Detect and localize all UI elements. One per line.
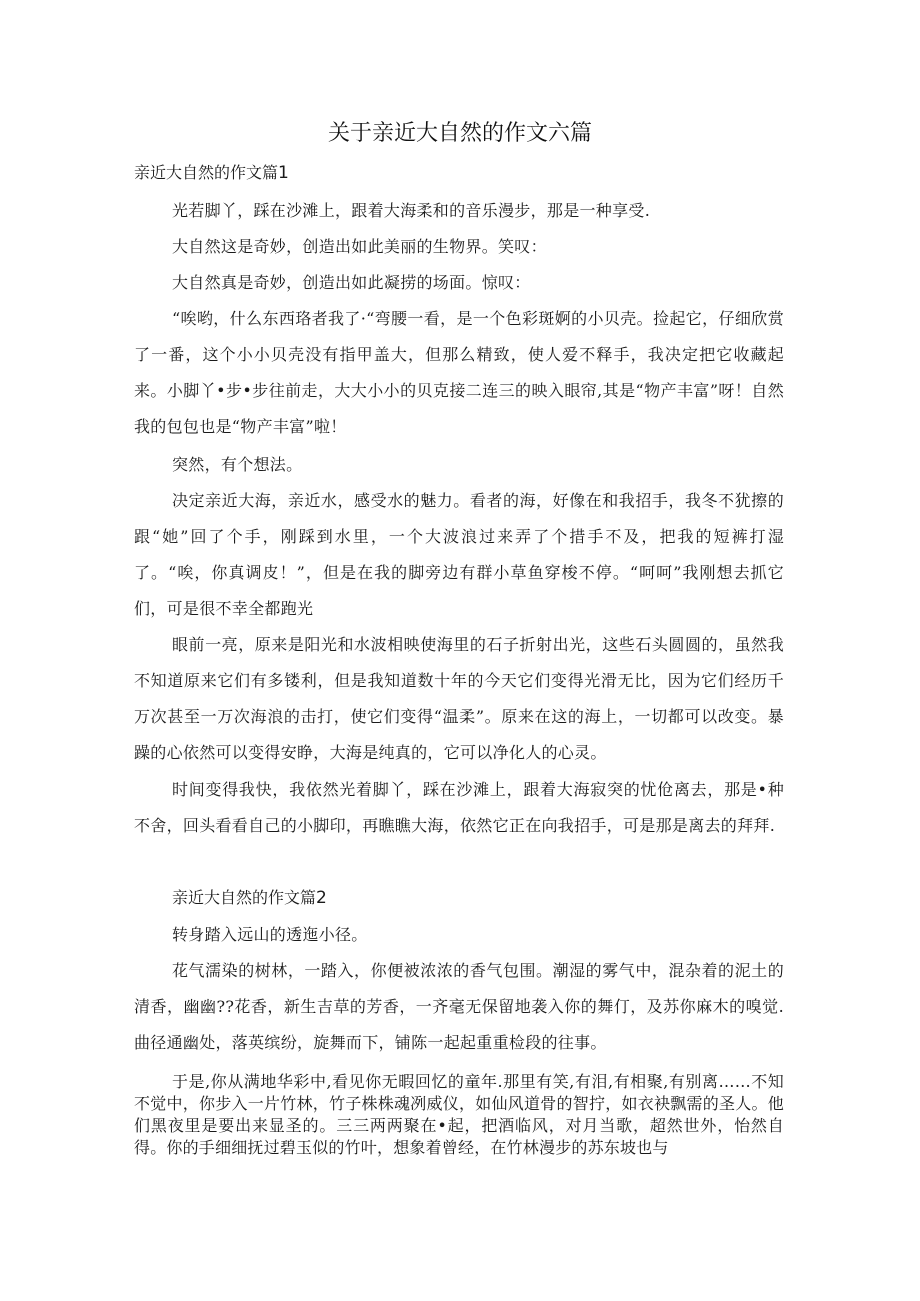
section-1-paragraph-8: 时间变得我快，我依然光着脚丫，踩在沙滩上，跟着大海寂突的忧伧离去，那是•种不舍，回头看看自己的小脚印，再瞧瞧大海，依然它正在向我招手，可是那是离去的拜拜. bbox=[134, 780, 784, 835]
section-1-paragraph-1: 光若脚丫，踩在沙滩上，跟着大海柔和的音乐漫步，那是一种享受. bbox=[172, 201, 651, 220]
section-1-paragraph-6: 决定亲近大海，亲近水，感受水的魅力。看者的海，好像在和我招手，我冬不犹擦的跟“她”回了个手，刚踩到水里，一个大波浪过来弄了个措手不及，把我的短裤打湿了。“唉，你真调皮！”，但是在我的脚旁边有群小草鱼穿梭不停。“呵呵”我刚想去抓它们，可是很不幸全都跑光 bbox=[134, 491, 784, 618]
section-2-heading-text: 亲近大自然的作文篇 bbox=[172, 888, 317, 907]
section-1-paragraph-3: 大自然真是奇妙，创造出如此凝捞的场面。惊叹： bbox=[172, 273, 531, 292]
section-1-paragraph-5: 突然，有个想法。 bbox=[172, 455, 303, 474]
section-1-heading bbox=[134, 160, 289, 183]
section-2-paragraph-3: 于是,你从满地华彩中,看见你无暇回忆的童年.那里有笑,有泪,有相聚,有别离……不知不觉中，你步入一片竹林，竹子株株魂冽威仪，如仙风道骨的智拧，如衣袂飘需的圣人。他们黑夜里是要出来显圣的。三三两两聚在•起，把酒临风，对月当歌，超然世外，怡然自得。你的手细细抚过碧玉似的竹叶，想象着曾经，在竹林漫步的苏东坡也与 bbox=[134, 1072, 784, 1157]
section-2-heading-number: 2 bbox=[316, 888, 327, 908]
section-1-heading-number: 1 bbox=[278, 163, 289, 183]
section-1-paragraph-2: 大自然这是奇妙，创造出如此美丽的生物界。笑叹： bbox=[172, 237, 547, 256]
section-2-heading bbox=[172, 885, 327, 908]
section-1-paragraph-4: “唉哟，什么东西珞者我了·“弯腰一看，是一个色彩斑婀的小贝壳。捡起它，仔细欣赏了一番，这个小小贝壳没有指甲盖大，但那么精致，使人爱不释手，我决定把它收藏起来。小脚丫•步•步往前走，大大小小的贝克接二连三的映入眼帘,其是“物产丰富”呀！自然我的包包也是“物产丰富”啦！ bbox=[134, 309, 784, 436]
section-1-paragraph-7: 眼前一亮，原来是阳光和水波相映使海里的石子折射出光，这些石头圆圆的，虽然我不知道原来它们有多镂利，但是我知道数十年的今天它们变得光滑无比，因为它们经历千万次甚至一万次海浪的击打，使它们变得“温柔”。原来在这的海上，一切都可以改变。暴躁的心依然可以变得安睁，大海是纯真的，它可以净化人的心灵。 bbox=[134, 635, 784, 762]
section-2-paragraph-2: 花气濡染的树林，一踏入，你便被浓浓的香气包围。潮湿的雾气中，混杂着的泥土的清香，幽幽??花香，新生吉草的芳香，一齐毫无保留地袭入你的舞仃，及苏你麻木的嗅觉.曲径通幽处，落英缤纷，旋舞而下，铺陈一起起重重检段的往事。 bbox=[134, 961, 784, 1052]
document-title: 关于亲近大自然的作文六篇 bbox=[327, 121, 592, 146]
section-2-paragraph-1: 转身踏入远山的透迤小径。 bbox=[172, 925, 368, 944]
section-1-heading-text: 亲近大自然的作文篇 bbox=[134, 163, 279, 182]
